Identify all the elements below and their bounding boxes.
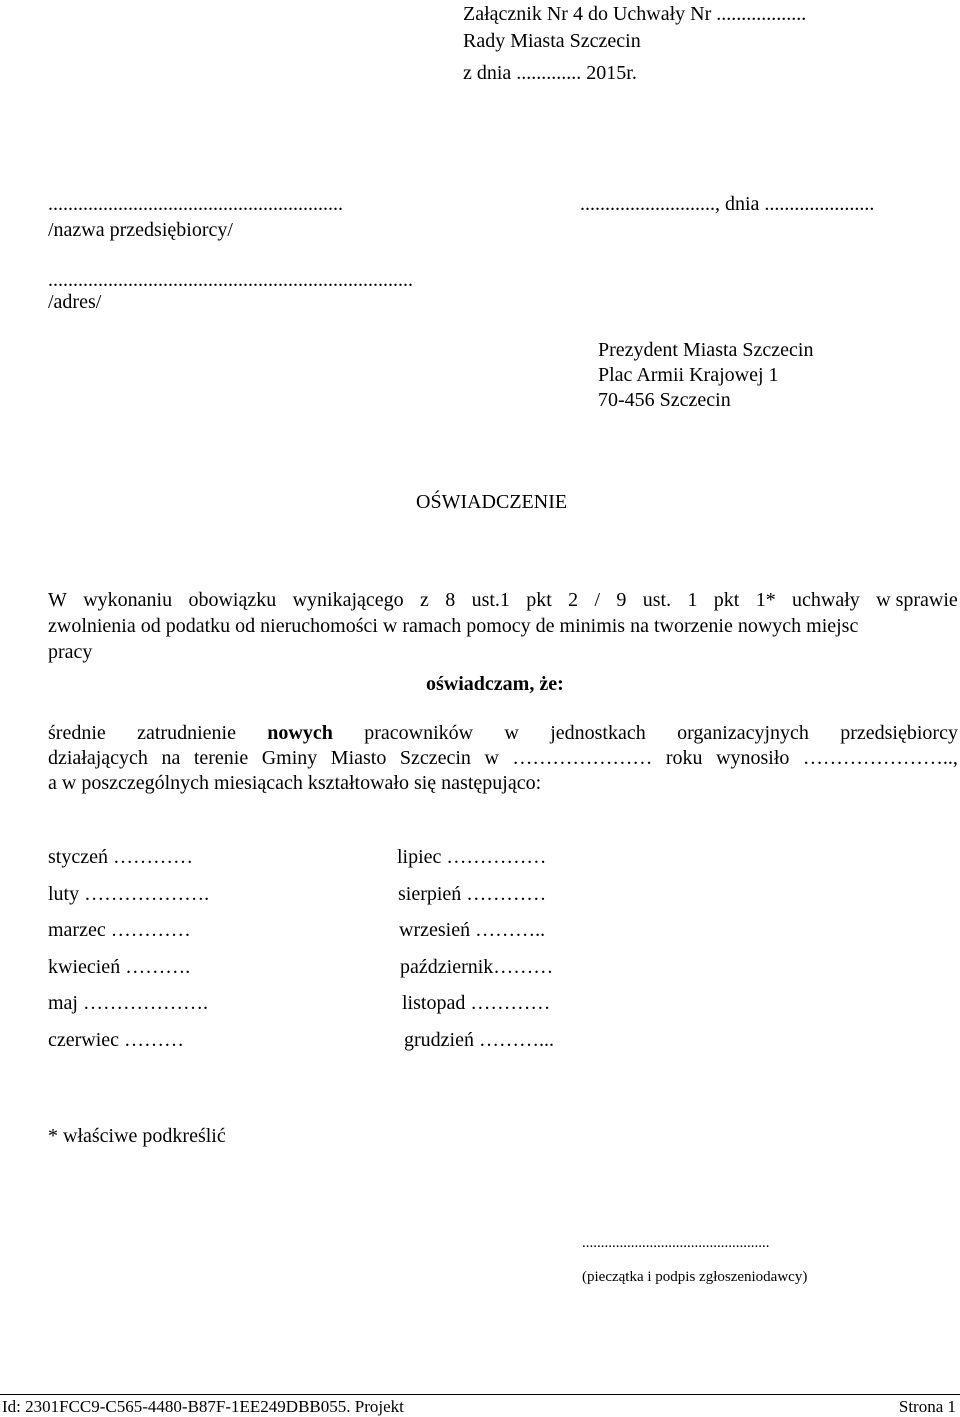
intro-word: ust.1 bbox=[471, 589, 510, 611]
intro-word: z bbox=[420, 589, 429, 611]
statement-word: Szczecin bbox=[399, 747, 471, 769]
intro-word: 1* bbox=[755, 589, 776, 611]
statement-word: organizacyjnych bbox=[677, 722, 809, 744]
address-placeholder: ......................................................................... bbox=[48, 269, 413, 291]
month-february: luty ………………. bbox=[48, 883, 210, 905]
statement-word: w bbox=[484, 747, 499, 769]
recipient-line-1: Prezydent Miasta Szczecin bbox=[598, 339, 814, 361]
month-june: czerwiec ……… bbox=[48, 1029, 185, 1051]
company-name-placeholder: ........................................................... bbox=[48, 193, 343, 215]
month-july: lipiec …………… bbox=[397, 846, 547, 868]
month-november: listopad ………… bbox=[402, 992, 551, 1014]
month-march: marzec ………… bbox=[48, 919, 191, 941]
statement-line-1 bbox=[48, 723, 958, 743]
intro-line-2: zwolnienia od podatku od nieruchomości w ramach pomocy de minimis na tworzenie nowych miejsc bbox=[48, 615, 859, 637]
statement-word: pracowników bbox=[364, 722, 474, 744]
intro-word: 9 bbox=[616, 589, 627, 611]
council-name: Rady Miasta Szczecin bbox=[463, 30, 641, 52]
intro-word: w sprawie bbox=[876, 589, 958, 611]
resolution-date: z dnia ............. 2015r. bbox=[463, 62, 637, 84]
intro-word: W bbox=[48, 589, 67, 611]
statement-word: ………………… bbox=[512, 747, 653, 769]
intro-word: / bbox=[594, 589, 601, 611]
month-may: maj ………………. bbox=[48, 992, 208, 1014]
intro-line-1 bbox=[48, 590, 958, 610]
document-title: OŚWIADCZENIE bbox=[416, 491, 568, 513]
address-label: /adres/ bbox=[48, 291, 102, 313]
intro-word: pkt bbox=[526, 589, 552, 611]
intro-word: wynikającego bbox=[292, 589, 404, 611]
footnote: * właściwe podkreślić bbox=[48, 1125, 226, 1147]
intro-word: 2 bbox=[568, 589, 579, 611]
statement-word-emphasis: nowych bbox=[267, 722, 333, 744]
statement-word: jednostkach bbox=[550, 722, 646, 744]
statement-word: wynosiło bbox=[716, 747, 790, 769]
month-october: październik……… bbox=[400, 956, 554, 978]
statement-word: terenie bbox=[193, 747, 249, 769]
month-august: sierpień ………… bbox=[398, 883, 547, 905]
recipient-line-2: Plac Armii Krajowej 1 bbox=[598, 364, 779, 386]
intro-word: obowiązku bbox=[188, 589, 277, 611]
intro-word: 1 bbox=[687, 589, 698, 611]
intro-word: wykonaniu bbox=[83, 589, 173, 611]
intro-word: pkt bbox=[713, 589, 740, 611]
signature-label: (pieczątka i podpis zgłoszeniodawcy) bbox=[582, 1269, 808, 1285]
intro-line-3: pracy bbox=[48, 641, 93, 663]
month-december: grudzień ………... bbox=[404, 1029, 554, 1051]
intro-word: 8 bbox=[445, 589, 456, 611]
statement-word: średnie bbox=[48, 722, 106, 744]
statement-word: w bbox=[504, 722, 519, 744]
statement-word: na bbox=[161, 747, 181, 769]
statement-word: zatrudnienie bbox=[137, 722, 236, 744]
statement-word: ………………….., bbox=[802, 747, 958, 769]
statement-word: działających bbox=[48, 747, 148, 769]
statement-word: roku bbox=[665, 747, 703, 769]
intro-word: uchwały bbox=[792, 589, 860, 611]
statement-line-2 bbox=[48, 748, 958, 768]
statement-line-3: a w poszczególnych miesiącach kształtowało się następująco: bbox=[48, 772, 542, 794]
month-april: kwiecień ………. bbox=[48, 956, 191, 978]
month-january: styczeń ………… bbox=[48, 846, 193, 868]
recipient-line-3: 70-456 Szczecin bbox=[598, 389, 731, 411]
statement-word: przedsiębiorcy bbox=[840, 722, 958, 744]
footer-divider bbox=[0, 1394, 960, 1395]
intro-word: ust. bbox=[642, 589, 672, 611]
company-name-label: /nazwa przedsiębiorcy/ bbox=[48, 219, 233, 241]
place-date-placeholder: ..........................., dnia ...................... bbox=[580, 193, 875, 215]
statement-word: Gminy bbox=[261, 747, 318, 769]
month-september: wrzesień ……….. bbox=[399, 919, 546, 941]
attachment-title: Załącznik Nr 4 do Uchwały Nr .................. bbox=[463, 3, 807, 25]
document-id: Id: 2301FCC9-C565-4480-B87F-1EE249DBB055. Projekt bbox=[2, 1397, 404, 1416]
page-number: Strona 1 bbox=[898, 1397, 956, 1416]
declaration-heading: oświadczam, że: bbox=[426, 673, 564, 695]
signature-placeholder: .................................................. bbox=[582, 1235, 770, 1251]
statement-word: Miasto bbox=[330, 747, 387, 769]
